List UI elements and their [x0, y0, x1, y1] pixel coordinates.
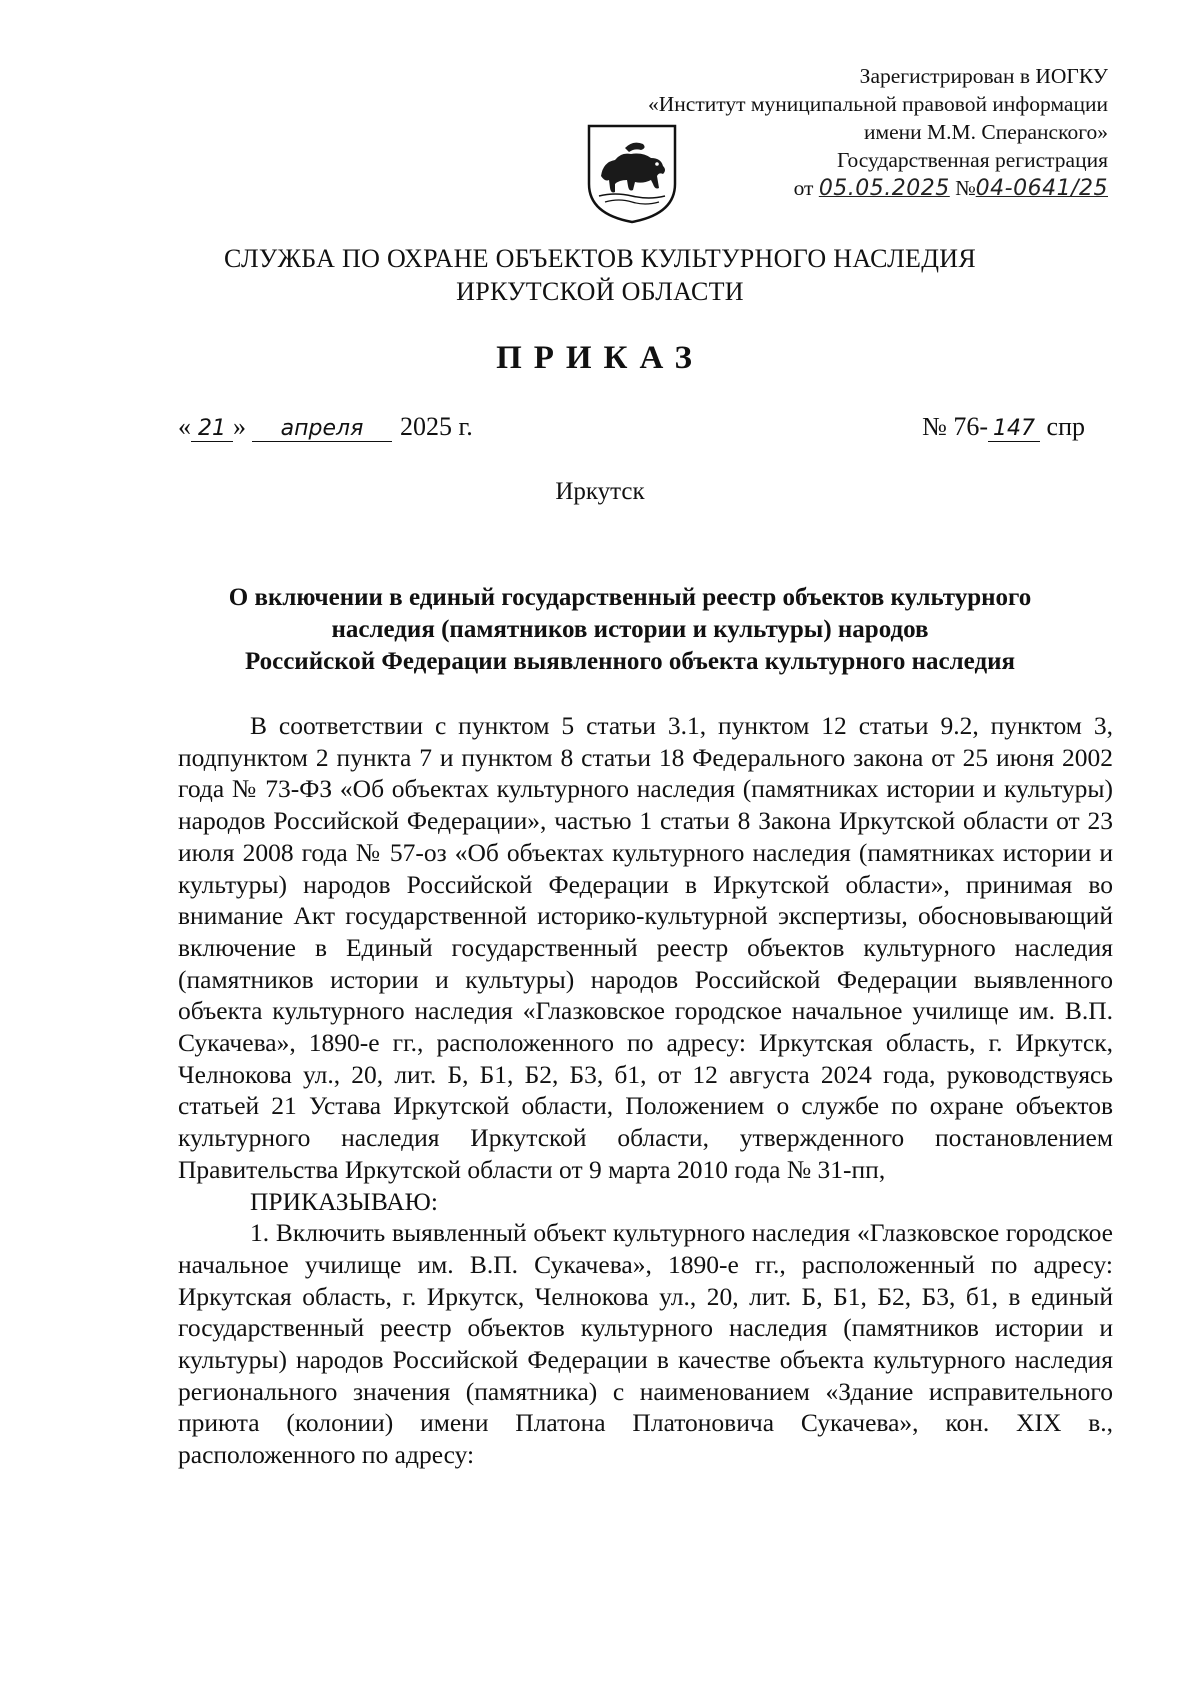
order-number-value: 147	[988, 416, 1040, 442]
order-city: Иркутск	[555, 478, 645, 505]
registration-number-prefix: №	[955, 176, 976, 200]
registration-line-4: Государственная регистрация	[836, 148, 1108, 172]
order-preamble: В соответствии с пунктом 5 статьи 3.1, пунктом 12 статьи 9.2, пунктом 3, подпунктом 2 пункта 7 и пунктом 8 статьи 18 Федерального закона от 25 июня 2002 года № 73-ФЗ «Об объектах культурного наследия (памятниках истории и культуры) народов Российской Федерации», частью 1 статьи 8 Закона Иркутской области от 23 июля 2008 года № 57-оз «Об объектах культурного наследия (памятниках истории и культуры) народов Российской Федерации в Иркутской области», принимая во внимание Акт государственной историко-культурной экспертизы, обосновывающий включение в Единый государственный реестр объектов культурного наследия (памятников истории и культуры) народов Российской Федерации выявленного объекта культурного наследия «Глазковское городское начальное училище им. В.П. Сукачева», 1890-е гг., расположенного по адресу: Иркутская область, г. Иркутск, Челнокова ул., 20, лит. Б, Б1, Б2, Б3, б1, от 12 августа 2024 года, руководствуясь статьей 21 Устава Иркутской области, Положением о службе по охране объектов культурного наследия Иркутской области, утвержденного постановлением Правительства Иркутской области от 9 марта 2010 года № 31-пп,	[178, 711, 1113, 1184]
registration-line-2: «Институт муниципальной правовой информации	[648, 92, 1108, 116]
order-subject-line-2: наследия (памятников истории и культуры) народов	[331, 616, 929, 643]
order-date	[178, 412, 473, 442]
registration-line-1: Зарегистрирован в ИОГКУ	[859, 64, 1108, 88]
registration-date-value: 05.05.2025	[818, 176, 950, 201]
registration-line-3: имени М.М. Сперанского»	[863, 120, 1108, 144]
order-number-prefix: № 76-	[922, 412, 989, 441]
order-year: 2025 г.	[400, 412, 473, 441]
order-directive-word: ПРИКАЗЫВАЮ:	[250, 1186, 438, 1216]
order-subject-line-1: О включении в единый государственный реестр объектов культурного	[228, 584, 1032, 611]
order-item-1: 1. Включить выявленный объект культурного наследия «Глазковское городское начальное училище им. В.П. Сукачева», 1890-е гг., расположенный по адресу: Иркутская область, г. Иркутск, Челнокова ул., 20, лит. Б, Б1, Б2, Б3, б1, в единый государственный реестр объектов культурного наследия (памятников истории и культуры) народов Российской Федерации в качестве объекта культурного наследия регионального значения (памятника) с наименованием «Здание исправительного приюта (колонии) имени Платона Платоновича Сукачева», кон. XIX в., расположенного по адресу:	[178, 1218, 1113, 1470]
document-type-heading: ПРИКАЗ	[496, 340, 704, 376]
order-subject	[150, 582, 1110, 678]
order-day: 21	[191, 416, 233, 442]
date-close-quote: »	[233, 412, 246, 441]
order-body	[178, 710, 1113, 1471]
registration-date-prefix: от	[793, 176, 814, 200]
order-subject-line-3: Российской Федерации выявленного объекта культурного наследия	[244, 648, 1016, 675]
date-open-quote: «	[178, 412, 191, 441]
order-month: апреля	[252, 416, 392, 442]
registration-number-value: 04-0641/25	[975, 176, 1108, 201]
order-number	[922, 412, 1085, 442]
order-number-suffix: спр	[1046, 412, 1085, 441]
organization-title-line-1: СЛУЖБА ПО ОХРАНЕ ОБЪЕКТОВ КУЛЬТУРНОГО НАСЛЕДИЯ	[224, 244, 976, 273]
irkutsk-coat-of-arms-icon	[585, 122, 679, 226]
organization-title	[150, 242, 1050, 308]
organization-title-line-2: ИРКУТСКОЙ ОБЛАСТИ	[456, 277, 744, 306]
